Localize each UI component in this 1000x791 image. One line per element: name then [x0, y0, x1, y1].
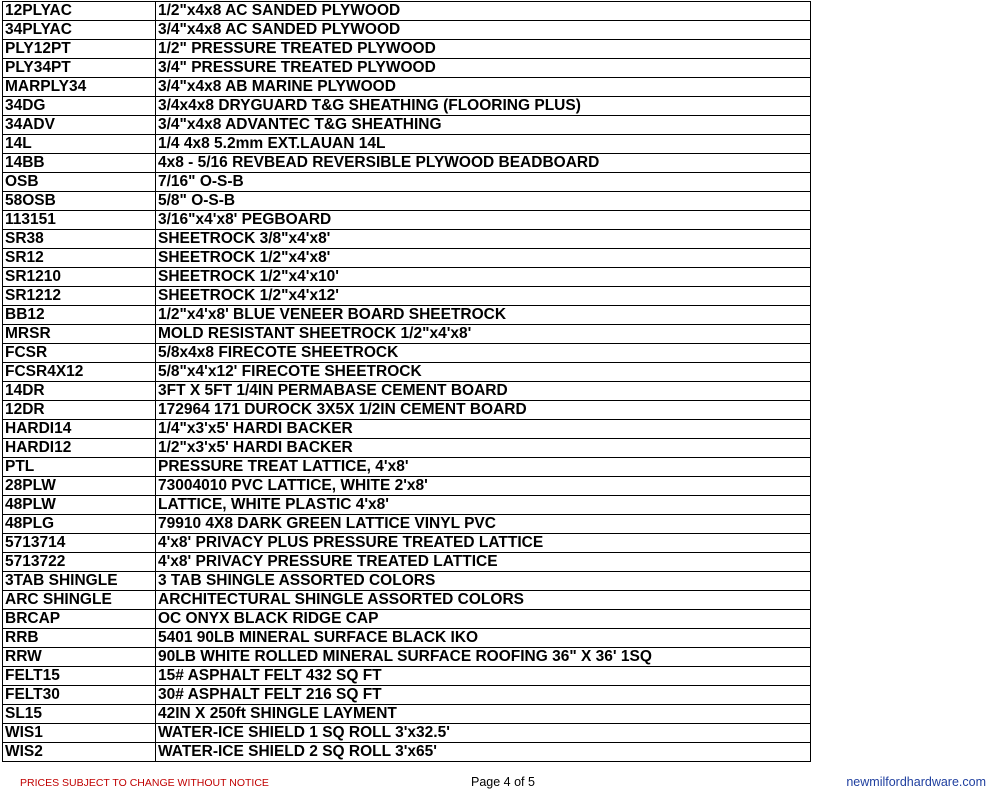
- product-description: 7/16" O-S-B: [156, 173, 811, 192]
- table-row: [3, 249, 811, 268]
- product-description: 172964 171 DUROCK 3X5X 1/2IN CEMENT BOARD: [156, 401, 811, 420]
- product-code: BB12: [3, 306, 156, 325]
- product-description: PRESSURE TREAT LATTICE, 4'x8': [156, 458, 811, 477]
- product-description: 3FT X 5FT 1/4IN PERMABASE CEMENT BOARD: [156, 382, 811, 401]
- table-row: [3, 743, 811, 762]
- product-description: 15# ASPHALT FELT 432 SQ FT: [156, 667, 811, 686]
- product-description: WATER-ICE SHIELD 2 SQ ROLL 3'x65': [156, 743, 811, 762]
- product-description: 1/4 4x8 5.2mm EXT.LAUAN 14L: [156, 135, 811, 154]
- table-row: [3, 534, 811, 553]
- table-row: [3, 553, 811, 572]
- product-description: SHEETROCK 3/8"x4'x8': [156, 230, 811, 249]
- product-description: MOLD RESISTANT SHEETROCK 1/2"x4'x8': [156, 325, 811, 344]
- table-row: [3, 135, 811, 154]
- table-row: [3, 724, 811, 743]
- product-description: 1/2"x4x8 AC SANDED PLYWOOD: [156, 2, 811, 21]
- product-code: SR1212: [3, 287, 156, 306]
- product-table: [2, 1, 811, 762]
- product-code: WIS1: [3, 724, 156, 743]
- table-row: [3, 2, 811, 21]
- product-description: 3/4"x4x8 ADVANTEC T&G SHEATHING: [156, 116, 811, 135]
- product-code: 113151: [3, 211, 156, 230]
- product-code: WIS2: [3, 743, 156, 762]
- table-row: [3, 591, 811, 610]
- product-code: 34DG: [3, 97, 156, 116]
- product-description: 3/4x4x8 DRYGUARD T&G SHEATHING (FLOORING PLUS): [156, 97, 811, 116]
- table-row: [3, 97, 811, 116]
- table-row: [3, 458, 811, 477]
- product-code: RRW: [3, 648, 156, 667]
- product-code: FELT30: [3, 686, 156, 705]
- product-code: PTL: [3, 458, 156, 477]
- product-description: SHEETROCK 1/2"x4'x12': [156, 287, 811, 306]
- product-code: HARDI12: [3, 439, 156, 458]
- product-description: OC ONYX BLACK RIDGE CAP: [156, 610, 811, 629]
- table-row: [3, 496, 811, 515]
- product-code: ARC SHINGLE: [3, 591, 156, 610]
- product-code: 48PLW: [3, 496, 156, 515]
- table-row: [3, 610, 811, 629]
- product-description: ARCHITECTURAL SHINGLE ASSORTED COLORS: [156, 591, 811, 610]
- table-row: [3, 363, 811, 382]
- table-row: [3, 629, 811, 648]
- product-code: SR38: [3, 230, 156, 249]
- product-description: 79910 4X8 DARK GREEN LATTICE VINYL PVC: [156, 515, 811, 534]
- product-description: LATTICE, WHITE PLASTIC 4'x8': [156, 496, 811, 515]
- product-code: 34PLYAC: [3, 21, 156, 40]
- product-description: 42IN X 250ft SHINGLE LAYMENT: [156, 705, 811, 724]
- table-row: [3, 420, 811, 439]
- product-description: 3/4" PRESSURE TREATED PLYWOOD: [156, 59, 811, 78]
- website-link[interactable]: newmilfordhardware.com: [846, 775, 986, 789]
- product-code: 3TAB SHINGLE: [3, 572, 156, 591]
- table-row: [3, 401, 811, 420]
- table-row: [3, 382, 811, 401]
- product-code: PLY34PT: [3, 59, 156, 78]
- product-code: 5713722: [3, 553, 156, 572]
- product-code: MARPLY34: [3, 78, 156, 97]
- product-code: FCSR: [3, 344, 156, 363]
- product-code: FCSR4X12: [3, 363, 156, 382]
- product-description: 3 TAB SHINGLE ASSORTED COLORS: [156, 572, 811, 591]
- product-code: MRSR: [3, 325, 156, 344]
- table-row: [3, 287, 811, 306]
- table-row: [3, 59, 811, 78]
- product-description: 1/4"x3'x5' HARDI BACKER: [156, 420, 811, 439]
- product-description: 5/8x4x8 FIRECOTE SHEETROCK: [156, 344, 811, 363]
- table-row: [3, 78, 811, 97]
- product-table-body: [3, 2, 811, 762]
- product-description: 4x8 - 5/16 REVBEAD REVERSIBLE PLYWOOD BEADBOARD: [156, 154, 811, 173]
- product-code: 12DR: [3, 401, 156, 420]
- table-row: [3, 306, 811, 325]
- product-description: SHEETROCK 1/2"x4'x10': [156, 268, 811, 287]
- product-code: RRB: [3, 629, 156, 648]
- product-code: 14BB: [3, 154, 156, 173]
- product-code: 28PLW: [3, 477, 156, 496]
- table-row: [3, 173, 811, 192]
- product-code: BRCAP: [3, 610, 156, 629]
- product-description: 4'x8' PRIVACY PRESSURE TREATED LATTICE: [156, 553, 811, 572]
- product-description: WATER-ICE SHIELD 1 SQ ROLL 3'x32.5': [156, 724, 811, 743]
- product-description: 5401 90LB MINERAL SURFACE BLACK IKO: [156, 629, 811, 648]
- product-code: 48PLG: [3, 515, 156, 534]
- product-code: FELT15: [3, 667, 156, 686]
- product-code: 58OSB: [3, 192, 156, 211]
- table-row: [3, 572, 811, 591]
- product-code: SL15: [3, 705, 156, 724]
- product-description: 30# ASPHALT FELT 216 SQ FT: [156, 686, 811, 705]
- table-row: [3, 686, 811, 705]
- product-code: 14L: [3, 135, 156, 154]
- table-row: [3, 439, 811, 458]
- table-row: [3, 21, 811, 40]
- product-description: 1/2" PRESSURE TREATED PLYWOOD: [156, 40, 811, 59]
- table-row: [3, 667, 811, 686]
- product-code: 12PLYAC: [3, 2, 156, 21]
- product-description: 90LB WHITE ROLLED MINERAL SURFACE ROOFING 36" X 36' 1SQ: [156, 648, 811, 667]
- product-code: SR1210: [3, 268, 156, 287]
- table-row: [3, 230, 811, 249]
- product-description: 3/4"x4x8 AC SANDED PLYWOOD: [156, 21, 811, 40]
- product-description: 1/2"x4'x8' BLUE VENEER BOARD SHEETROCK: [156, 306, 811, 325]
- product-description: 3/16"x4'x8' PEGBOARD: [156, 211, 811, 230]
- table-row: [3, 515, 811, 534]
- product-code: SR12: [3, 249, 156, 268]
- table-row: [3, 192, 811, 211]
- table-row: [3, 211, 811, 230]
- table-row: [3, 154, 811, 173]
- table-row: [3, 648, 811, 667]
- product-code: 14DR: [3, 382, 156, 401]
- product-code: PLY12PT: [3, 40, 156, 59]
- table-row: [3, 325, 811, 344]
- page-number: Page 4 of 5: [471, 775, 535, 789]
- product-description: 1/2"x3'x5' HARDI BACKER: [156, 439, 811, 458]
- table-row: [3, 705, 811, 724]
- product-description: SHEETROCK 1/2"x4'x8': [156, 249, 811, 268]
- product-code: 5713714: [3, 534, 156, 553]
- product-code: 34ADV: [3, 116, 156, 135]
- product-description: 73004010 PVC LATTICE, WHITE 2'x8': [156, 477, 811, 496]
- table-row: [3, 40, 811, 59]
- product-description: 5/8"x4'x12' FIRECOTE SHEETROCK: [156, 363, 811, 382]
- product-code: OSB: [3, 173, 156, 192]
- product-description: 4'x8' PRIVACY PLUS PRESSURE TREATED LATTICE: [156, 534, 811, 553]
- table-row: [3, 116, 811, 135]
- table-row: [3, 268, 811, 287]
- table-row: [3, 344, 811, 363]
- table-row: [3, 477, 811, 496]
- product-description: 3/4"x4x8 AB MARINE PLYWOOD: [156, 78, 811, 97]
- product-description: 5/8" O-S-B: [156, 192, 811, 211]
- product-code: HARDI14: [3, 420, 156, 439]
- price-notice: PRICES SUBJECT TO CHANGE WITHOUT NOTICE: [20, 777, 269, 789]
